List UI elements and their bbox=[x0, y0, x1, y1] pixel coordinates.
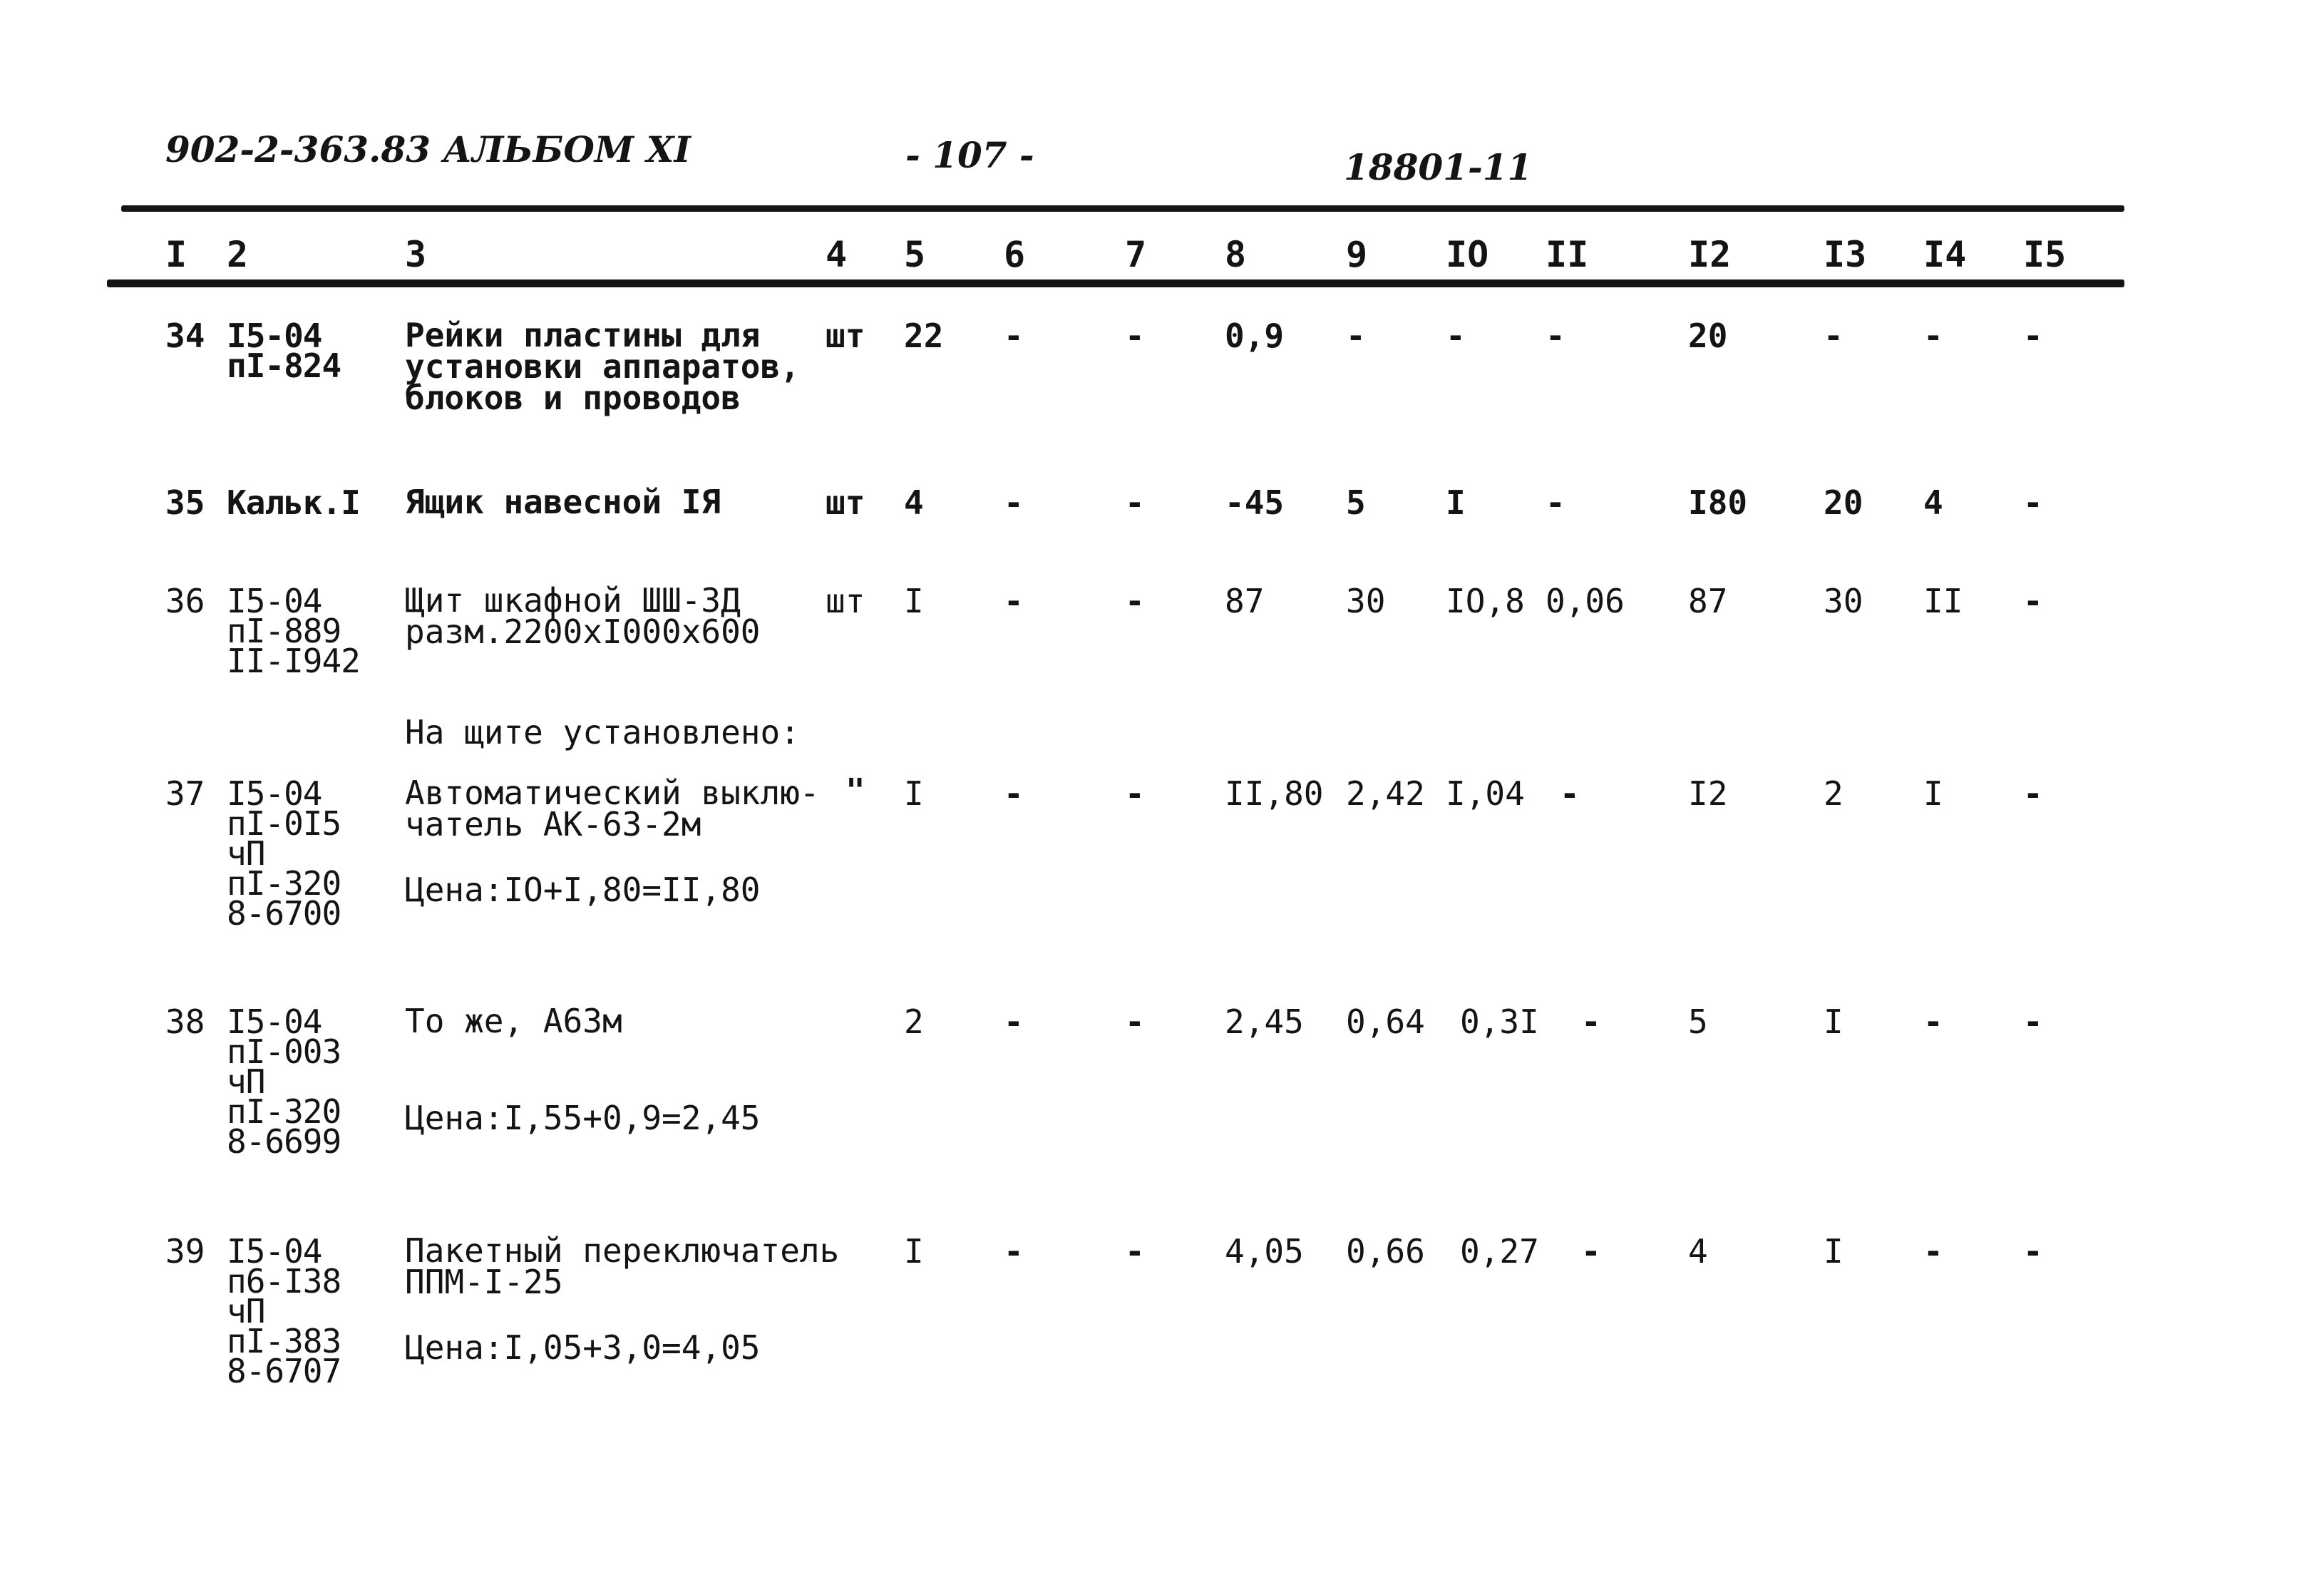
row-col7: - bbox=[1125, 317, 1145, 355]
row-col9: 0,64 bbox=[1346, 1002, 1425, 1041]
row-col15: - bbox=[2023, 1002, 2043, 1041]
row-col13: I bbox=[1824, 1002, 1844, 1041]
column-header-9: 9 bbox=[1346, 234, 1368, 275]
row-description-line: блоков и проводов bbox=[405, 379, 741, 417]
row-description-line: Пакетный переключатель bbox=[405, 1231, 840, 1270]
row-code-line: II-I942 bbox=[227, 642, 360, 680]
section-note: На щите установлено: bbox=[405, 713, 800, 751]
column-header-8: 8 bbox=[1225, 234, 1247, 275]
row-description-line: разм.2200хI000х600 bbox=[405, 612, 761, 651]
row-number: 37 bbox=[165, 774, 205, 813]
row-unit: шт bbox=[826, 483, 865, 522]
row-col11: - bbox=[1546, 317, 1565, 355]
row-col10: 0,3I bbox=[1460, 1002, 1539, 1041]
header-rule-bottom bbox=[107, 279, 2124, 287]
row-quantity: 4 bbox=[904, 483, 924, 522]
row-col7: - bbox=[1125, 582, 1145, 620]
column-header-7: 7 bbox=[1125, 234, 1147, 275]
row-code-line: 8-6699 bbox=[227, 1122, 341, 1161]
row-description-line: ППМ-I-25 bbox=[405, 1263, 563, 1301]
row-unit: шт bbox=[826, 582, 865, 620]
row-code-line: I5-04 bbox=[227, 317, 322, 355]
row-col12: 87 bbox=[1688, 582, 1728, 620]
row-col15: - bbox=[2023, 582, 2043, 620]
row-description-line: Автоматический выклю- bbox=[405, 774, 820, 812]
row-col9: 0,66 bbox=[1346, 1232, 1425, 1271]
row-col9: 2,42 bbox=[1346, 774, 1425, 813]
row-unit: шт bbox=[826, 317, 865, 355]
row-number: 38 bbox=[165, 1002, 205, 1041]
column-header-3: 3 bbox=[405, 234, 427, 275]
row-col6: - bbox=[1004, 317, 1024, 355]
header-rule-top bbox=[121, 205, 2124, 212]
row-col14: - bbox=[1923, 1002, 1943, 1041]
row-number: 34 bbox=[165, 317, 205, 355]
row-col7: - bbox=[1125, 774, 1145, 813]
row-col8: 4,05 bbox=[1225, 1232, 1304, 1271]
row-price: Цена:I,05+3,0=4,05 bbox=[405, 1328, 761, 1367]
row-description-line: Рейки пластины для bbox=[405, 316, 761, 354]
row-col10: I,04 bbox=[1446, 774, 1525, 813]
row-quantity: I bbox=[904, 582, 924, 620]
column-header-11: II bbox=[1546, 234, 1589, 275]
column-header-14: I4 bbox=[1923, 234, 1967, 275]
row-col9: - bbox=[1346, 317, 1366, 355]
row-col14: - bbox=[1923, 1232, 1943, 1271]
row-description-line: Ящик навесной IЯ bbox=[405, 483, 721, 521]
row-col15: - bbox=[2023, 483, 2043, 522]
row-col10: I bbox=[1446, 483, 1466, 522]
row-quantity: 22 bbox=[904, 317, 944, 355]
column-header-5: 5 bbox=[904, 234, 926, 275]
column-header-4: 4 bbox=[826, 234, 848, 275]
row-quantity: I bbox=[904, 1232, 924, 1271]
row-code-line: пI-0I5 bbox=[227, 804, 341, 843]
column-header-1: I bbox=[165, 234, 187, 275]
row-col8: II,80 bbox=[1225, 774, 1324, 813]
row-col13: 30 bbox=[1824, 582, 1863, 620]
row-col8: 0,9 bbox=[1225, 317, 1285, 355]
row-col7: - bbox=[1125, 483, 1145, 522]
row-code-line: 8-6707 bbox=[227, 1352, 341, 1390]
row-col11: - bbox=[1581, 1002, 1601, 1041]
column-header-12: I2 bbox=[1688, 234, 1732, 275]
row-code-line: пI-383 bbox=[227, 1322, 341, 1360]
row-description-line: установки аппаратов, bbox=[405, 347, 800, 386]
row-col11: - bbox=[1581, 1232, 1601, 1271]
row-col7: - bbox=[1125, 1232, 1145, 1271]
row-col13: 20 bbox=[1824, 483, 1863, 522]
row-code-line: п6-I38 bbox=[227, 1262, 341, 1300]
row-unit: " bbox=[845, 771, 865, 810]
row-col12: 20 bbox=[1688, 317, 1728, 355]
column-header-6: 6 bbox=[1004, 234, 1026, 275]
row-col11: - bbox=[1560, 774, 1580, 813]
row-code-line: пI-824 bbox=[227, 347, 341, 385]
document-number: 18801-11 bbox=[1344, 146, 1533, 188]
row-col15: - bbox=[2023, 1232, 2043, 1271]
row-col6: - bbox=[1004, 1232, 1024, 1271]
page-number: - 107 - bbox=[905, 134, 1034, 176]
row-col14: - bbox=[1923, 317, 1943, 355]
row-number: 36 bbox=[165, 582, 205, 620]
row-number: 35 bbox=[165, 483, 205, 522]
row-col8: 87 bbox=[1225, 582, 1265, 620]
row-col12: 4 bbox=[1688, 1232, 1708, 1271]
row-col13: I bbox=[1824, 1232, 1844, 1271]
row-col8: 2,45 bbox=[1225, 1002, 1304, 1041]
row-col13: - bbox=[1824, 317, 1844, 355]
row-code-line: I5-04 bbox=[227, 774, 322, 813]
row-col11: - bbox=[1546, 483, 1565, 522]
row-col7: - bbox=[1125, 1002, 1145, 1041]
row-description-line: Щит шкафной ШШ-3Д bbox=[405, 581, 741, 620]
row-col9: 5 bbox=[1346, 483, 1366, 522]
row-col15: - bbox=[2023, 317, 2043, 355]
row-col6: - bbox=[1004, 582, 1024, 620]
row-quantity: 2 bbox=[904, 1002, 924, 1041]
row-col14: 4 bbox=[1923, 483, 1943, 522]
row-col6: - bbox=[1004, 1002, 1024, 1041]
row-col13: 2 bbox=[1824, 774, 1844, 813]
row-description-line: То же, А63м bbox=[405, 1002, 622, 1040]
row-col12: I80 bbox=[1688, 483, 1748, 522]
row-code-line: I5-04 bbox=[227, 582, 322, 620]
row-col10: - bbox=[1446, 317, 1466, 355]
document-code: 902-2-363.83 АЛЬБОМ XI bbox=[165, 128, 691, 170]
row-description-line: чатель АК-63-2м bbox=[405, 805, 701, 843]
column-header-15: I5 bbox=[2023, 234, 2067, 275]
row-col11: 0,06 bbox=[1546, 582, 1625, 620]
column-header-10: IO bbox=[1446, 234, 1489, 275]
row-quantity: I bbox=[904, 774, 924, 813]
row-col12: 5 bbox=[1688, 1002, 1708, 1041]
row-col6: - bbox=[1004, 774, 1024, 813]
row-code-line: 8-6700 bbox=[227, 894, 341, 933]
row-col10: IO,8 bbox=[1446, 582, 1525, 620]
row-code-line: пI-003 bbox=[227, 1032, 341, 1071]
row-code-line: пI-889 bbox=[227, 612, 341, 650]
row-code-line: чП bbox=[227, 1062, 265, 1101]
row-col14: II bbox=[1923, 582, 1963, 620]
row-col12: I2 bbox=[1688, 774, 1728, 813]
row-col10: 0,27 bbox=[1460, 1232, 1539, 1271]
row-code-line: I5-04 bbox=[227, 1002, 322, 1041]
row-code-line: пI-320 bbox=[227, 864, 341, 903]
column-header-2: 2 bbox=[227, 234, 249, 275]
row-code-line: пI-320 bbox=[227, 1092, 341, 1131]
row-code-line: I5-04 bbox=[227, 1232, 322, 1271]
row-col6: - bbox=[1004, 483, 1024, 522]
row-col9: 30 bbox=[1346, 582, 1386, 620]
column-header-13: I3 bbox=[1824, 234, 1867, 275]
row-col15: - bbox=[2023, 774, 2043, 813]
row-code-line: чП bbox=[227, 834, 265, 873]
row-col14: I bbox=[1923, 774, 1943, 813]
row-code-line: Кальк.I bbox=[227, 483, 360, 522]
row-col8: -45 bbox=[1225, 483, 1285, 522]
row-number: 39 bbox=[165, 1232, 205, 1271]
row-code-line: чП bbox=[227, 1292, 265, 1330]
row-price: Цена:IO+I,80=II,80 bbox=[405, 871, 761, 909]
row-price: Цена:I,55+0,9=2,45 bbox=[405, 1099, 761, 1137]
